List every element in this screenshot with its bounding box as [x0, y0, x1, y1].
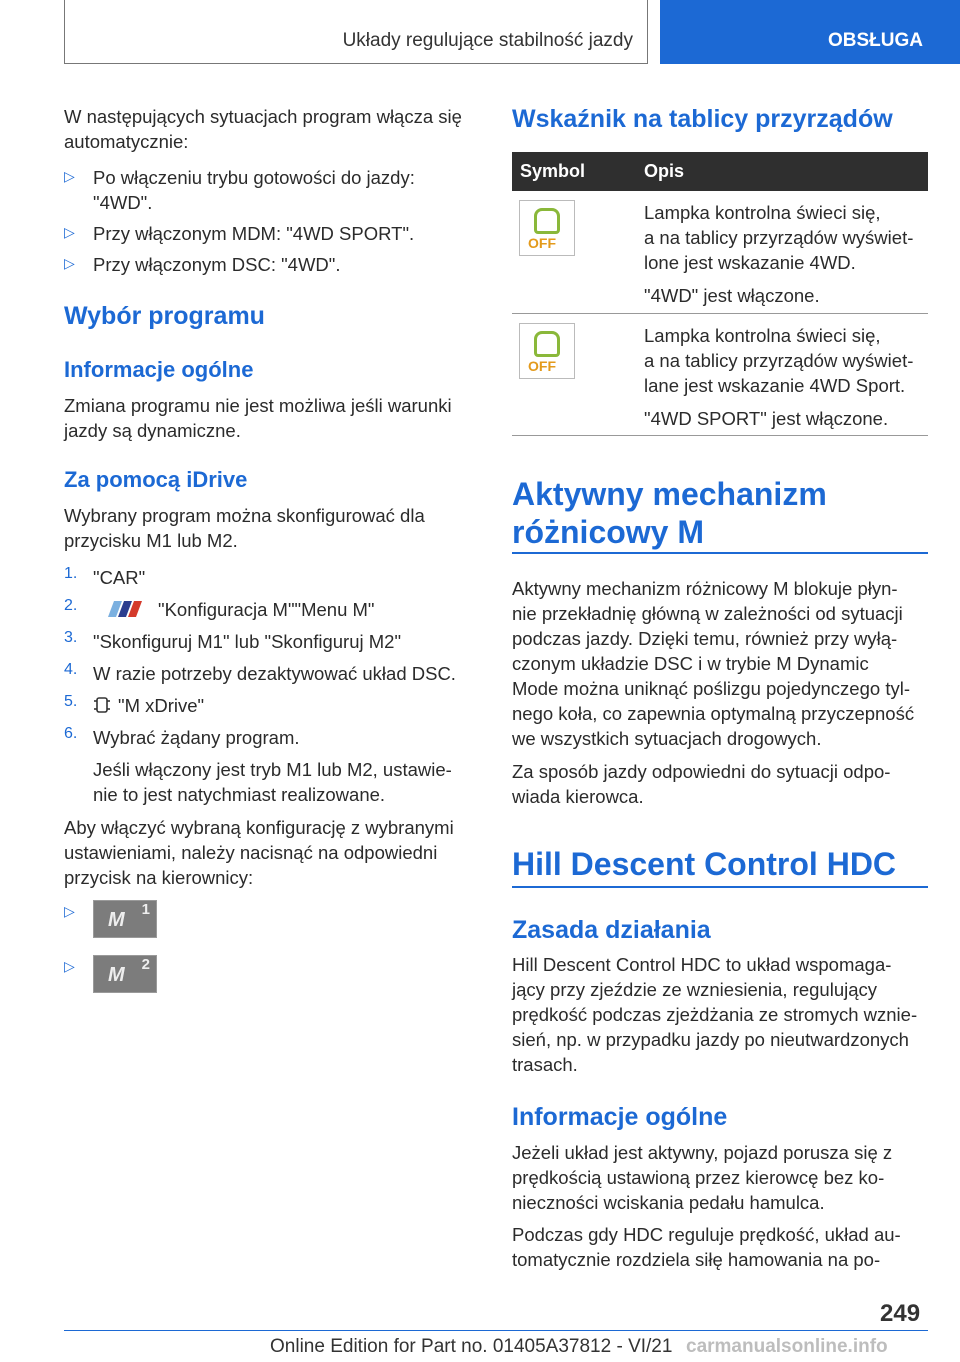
m1-button-icon: M 1	[93, 900, 157, 938]
footer-rule	[64, 1330, 928, 1331]
heading-rule	[512, 886, 928, 888]
heading-indicator: Wskaźnik na tablicy przyrządów	[512, 105, 893, 133]
th-desc: Opis	[644, 161, 685, 181]
header-box	[64, 0, 648, 64]
table-row: OFF Lampka kontrolna świeci się, a na tablicy przyrządów wyświet- lone jest wskazanie 4WD. "4WD" jest włączone.	[512, 191, 928, 313]
heading-idrive: Za pomocą iDrive	[64, 467, 248, 492]
heading-info2: Informacje ogólne	[512, 1103, 728, 1131]
after-line-2: ustawieniami, należy nacisnąć na odpowiedni	[64, 842, 438, 863]
car-drive-icon	[94, 696, 110, 719]
idrive-line-1: Wybrany program można skonfigurować dla	[64, 505, 425, 526]
table-row: OFF Lampka kontrolna świeci się, a na tablicy przyrządów wyświet- lane jest wskazanie 4WD Sport. "4WD SPORT" jest włączone.	[512, 314, 928, 436]
bullet-triangle-icon: ▷	[64, 224, 75, 240]
heading-info: Informacje ogólne	[64, 357, 254, 382]
heading-amd-2: różnicowy M	[512, 514, 705, 550]
bullet-triangle-icon: ▷	[64, 168, 75, 184]
bullet-triangle-icon: ▷	[64, 958, 75, 974]
after-line-3: przycisk na kierownicy:	[64, 867, 254, 888]
heading-rule	[512, 552, 928, 554]
m2-button-icon: M 2	[93, 955, 157, 993]
intro-line-1: W następujących sytuacjach program włącza się	[64, 106, 462, 127]
bullet-triangle-icon: ▷	[64, 903, 75, 919]
footer-edition: Online Edition for Part no. 01405A37812 - VI/21	[270, 1336, 673, 1357]
table-header	[512, 152, 928, 191]
bullet-triangle-icon: ▷	[64, 255, 75, 271]
heading-hdc: Hill Descent Control HDC	[512, 846, 897, 882]
heading-amd-1: Aktywny mechanizm	[512, 476, 827, 512]
4wd-off-lamp-icon: OFF	[519, 200, 575, 256]
row-divider	[512, 435, 928, 436]
info-line-1: Zmiana programu nie jest możliwa jeśli warunki	[64, 395, 452, 416]
m-stripes-icon	[102, 601, 148, 622]
heading-program: Wybór programu	[64, 302, 265, 330]
after-line-1: Aby włączyć wybraną konfigurację z wybranymi	[64, 817, 454, 838]
idrive-line-2: przycisku M1 lub M2.	[64, 530, 238, 551]
heading-principle: Zasada działania	[512, 916, 711, 944]
section-tab[interactable]: OBSŁUGA	[660, 0, 960, 64]
chapter-title: Układy regulujące stabilność jazdy	[342, 30, 633, 51]
page-number: 249	[880, 1300, 921, 1327]
info-line-2: jazdy są dynamiczne.	[64, 420, 241, 441]
4wd-sport-lamp-icon: OFF	[519, 323, 575, 379]
footer-watermark: carmanualsonline.info	[686, 1336, 888, 1357]
intro-line-2: automatycznie:	[64, 131, 189, 152]
th-symbol: Symbol	[520, 161, 586, 181]
